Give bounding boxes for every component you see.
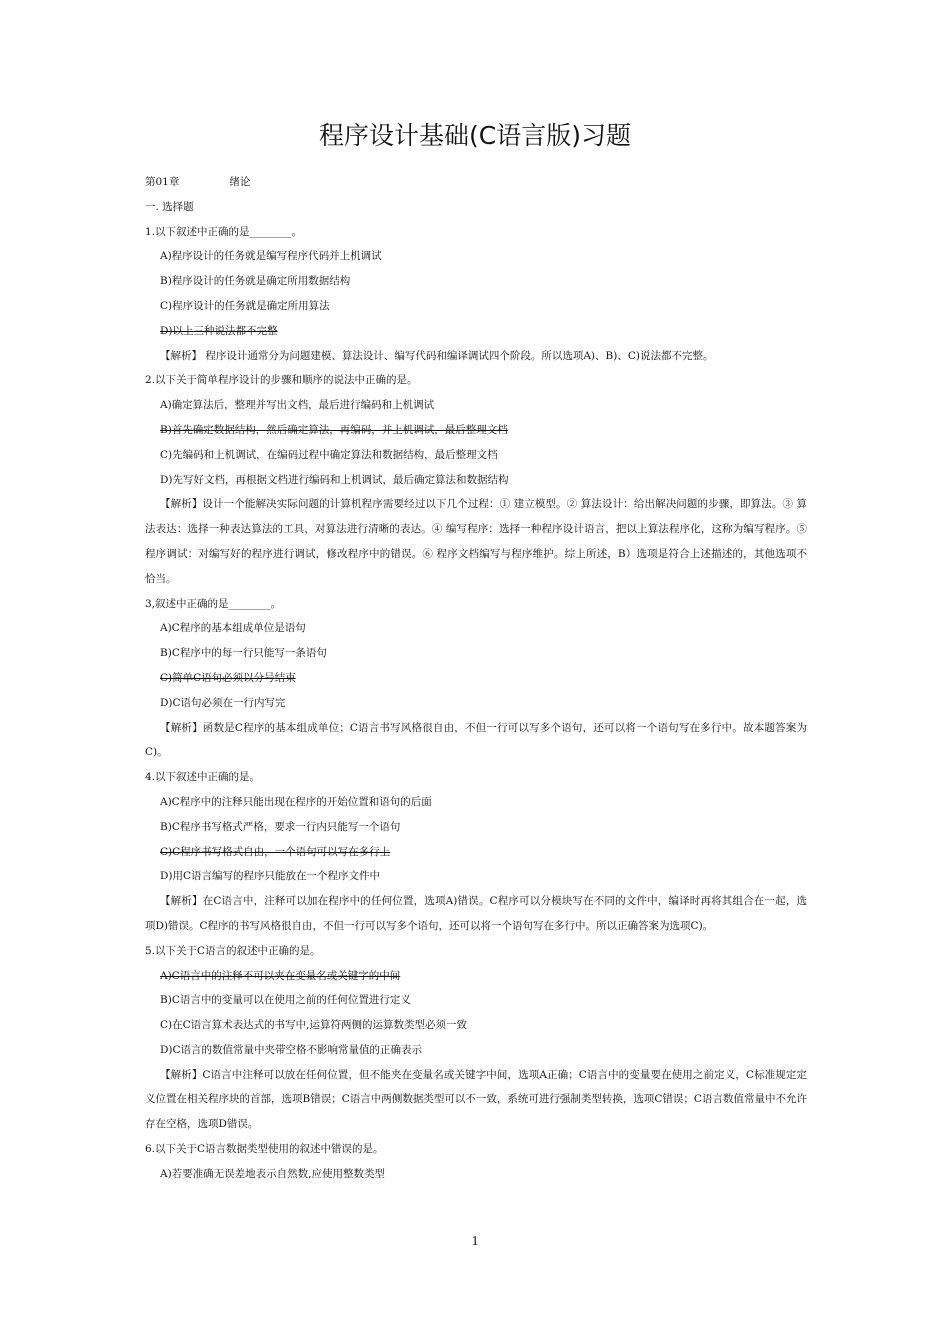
option-a-answer	[145, 964, 807, 989]
option-d: D)先写好文档，再根据文档进行编码和上机调试，最后确定算法和数据结构	[160, 473, 509, 486]
option-a: A)C程序的基本组成单位是语句	[160, 622, 306, 635]
question-stem: 6.以下关于C语言数据类型使用的叙述中错误的是。	[145, 1143, 384, 1156]
chapter-number: 第01章	[145, 176, 180, 188]
option-b: B)C程序书写格式严格，要求一行内只能写一个语句	[160, 820, 401, 833]
option-b-answer	[145, 418, 807, 443]
analysis: 【解析】C语言中注释可以放在任何位置，但不能夹在变量名或关键字中间，选项A正确；C语言中的变量要在使用之前定义，C标准规定定义位置在相关程序块的首部，选项B错误；C语言中两侧数据类型可以不一致，系统可进行强制类型转换，选项C错误；C语言数值常量中不允许存在空格，选项D错误。	[145, 1068, 807, 1131]
option-c-answer	[145, 840, 807, 865]
option-b: B)C语言中的变量可以在使用之前的任何位置进行定义	[160, 994, 411, 1007]
document-body	[145, 170, 807, 1187]
option-a: A)若要准确无误差地表示自然数,应使用整数类型	[160, 1167, 386, 1180]
option-d: D)用C语言编写的程序只能放在一个程序文件中	[160, 870, 381, 883]
option-d: D)C语言的数值常量中夹带空格不影响常量值的正确表示	[160, 1043, 423, 1056]
analysis: 【解析】设计一个能解决实际问题的计算机程序需要经过以下几个过程：① 建立模型。② 算法设计：给出解决问题的步骤，即算法。③ 算法表达：选择一种表达算法的工具，对算法进行清晰的表达。④ 编写程序：选择一种程序设计语言，把以上算法程序化，这称为编写程序。⑤ 程序调试：对编写好的程序进行调试，修改程序中的错误。⑥ 程序文档编写与程序维护。综上所述，B）选项是符合上述描述的，其他选项不恰当。	[145, 498, 807, 585]
question-stem: 2.以下关于简单程序设计的步骤和顺序的说法中正确的是。	[145, 374, 418, 387]
option-a: A)程序设计的任务就是编写程序代码并上机调试	[160, 250, 382, 263]
section-heading: 一. 选择题	[145, 200, 194, 213]
analysis: 【解析】在C语言中，注释可以加在程序中的任何位置，选项A)错误。C程序可以分模块写在不同的文件中，编译时再将其组合在一起，选项D)错误。C程序的书写风格很自由，不但一行可以写多个语句，还可以将一个语句写在多行中。所以正确答案为选项C)。	[145, 895, 807, 932]
analysis: 【解析】函数是C程序的基本组成单位；C语言书写风格很自由，不但一行可以写多个语句，还可以将一个语句写在多行中。故本题答案为C)。	[145, 721, 807, 759]
option-c-answer	[145, 666, 807, 691]
option-c: C)程序设计的任务就是确定所用算法	[160, 299, 330, 312]
option-d: D)C语句必须在一行内写完	[160, 696, 286, 709]
option-b: B)程序设计的任务就是确定所用数据结构	[160, 275, 351, 288]
option-a: A)确定算法后，整理并写出文档，最后进行编码和上机调试	[160, 399, 435, 412]
analysis: 【解析】 程序设计通常分为问题建模、算法设计、编写代码和编译调试四个阶段。所以选项A)、B)、C)说法都不完整。	[160, 349, 714, 362]
question-stem: 5.以下关于C语言的叙述中正确的是。	[145, 944, 321, 957]
struck-answer: A)C语言中的注释不可以夹在变量名或关键字的中间	[160, 969, 401, 982]
question-stem: 3,叙述中正确的是________。	[145, 597, 282, 610]
question-stem: 4.以下叙述中正确的是。	[145, 771, 261, 784]
struck-answer: C)简单C语句必须以分号结束	[160, 671, 296, 684]
struck-answer: C)C程序书写格式自由，一个语句可以写在多行上	[160, 845, 391, 858]
page-number: 1	[471, 1234, 479, 1249]
struck-answer: B)首先确定数据结构，然后确定算法，再编码，并上机调试，最后整理文档	[160, 423, 508, 436]
chapter-name: 绪论	[229, 176, 251, 188]
document-title: 程序设计基础(C语言版)习题	[319, 121, 631, 150]
option-d-answer	[145, 319, 807, 344]
question-stem: 1.以下叙述中正确的是________。	[145, 225, 303, 238]
option-a: A)C程序中的注释只能出现在程序的开始位置和语句的后面	[160, 795, 432, 808]
chapter-heading	[145, 170, 807, 195]
option-c: C)在C语言算术表达式的书写中,运算符两侧的运算数类型必须一致	[160, 1019, 468, 1032]
option-b: B)C程序中的每一行只能写一条语句	[160, 647, 327, 660]
struck-answer: D)以上三种说法都不完整	[160, 324, 278, 337]
option-c: C)先编码和上机调试，在编码过程中确定算法和数据结构，最后整理文档	[160, 448, 498, 461]
